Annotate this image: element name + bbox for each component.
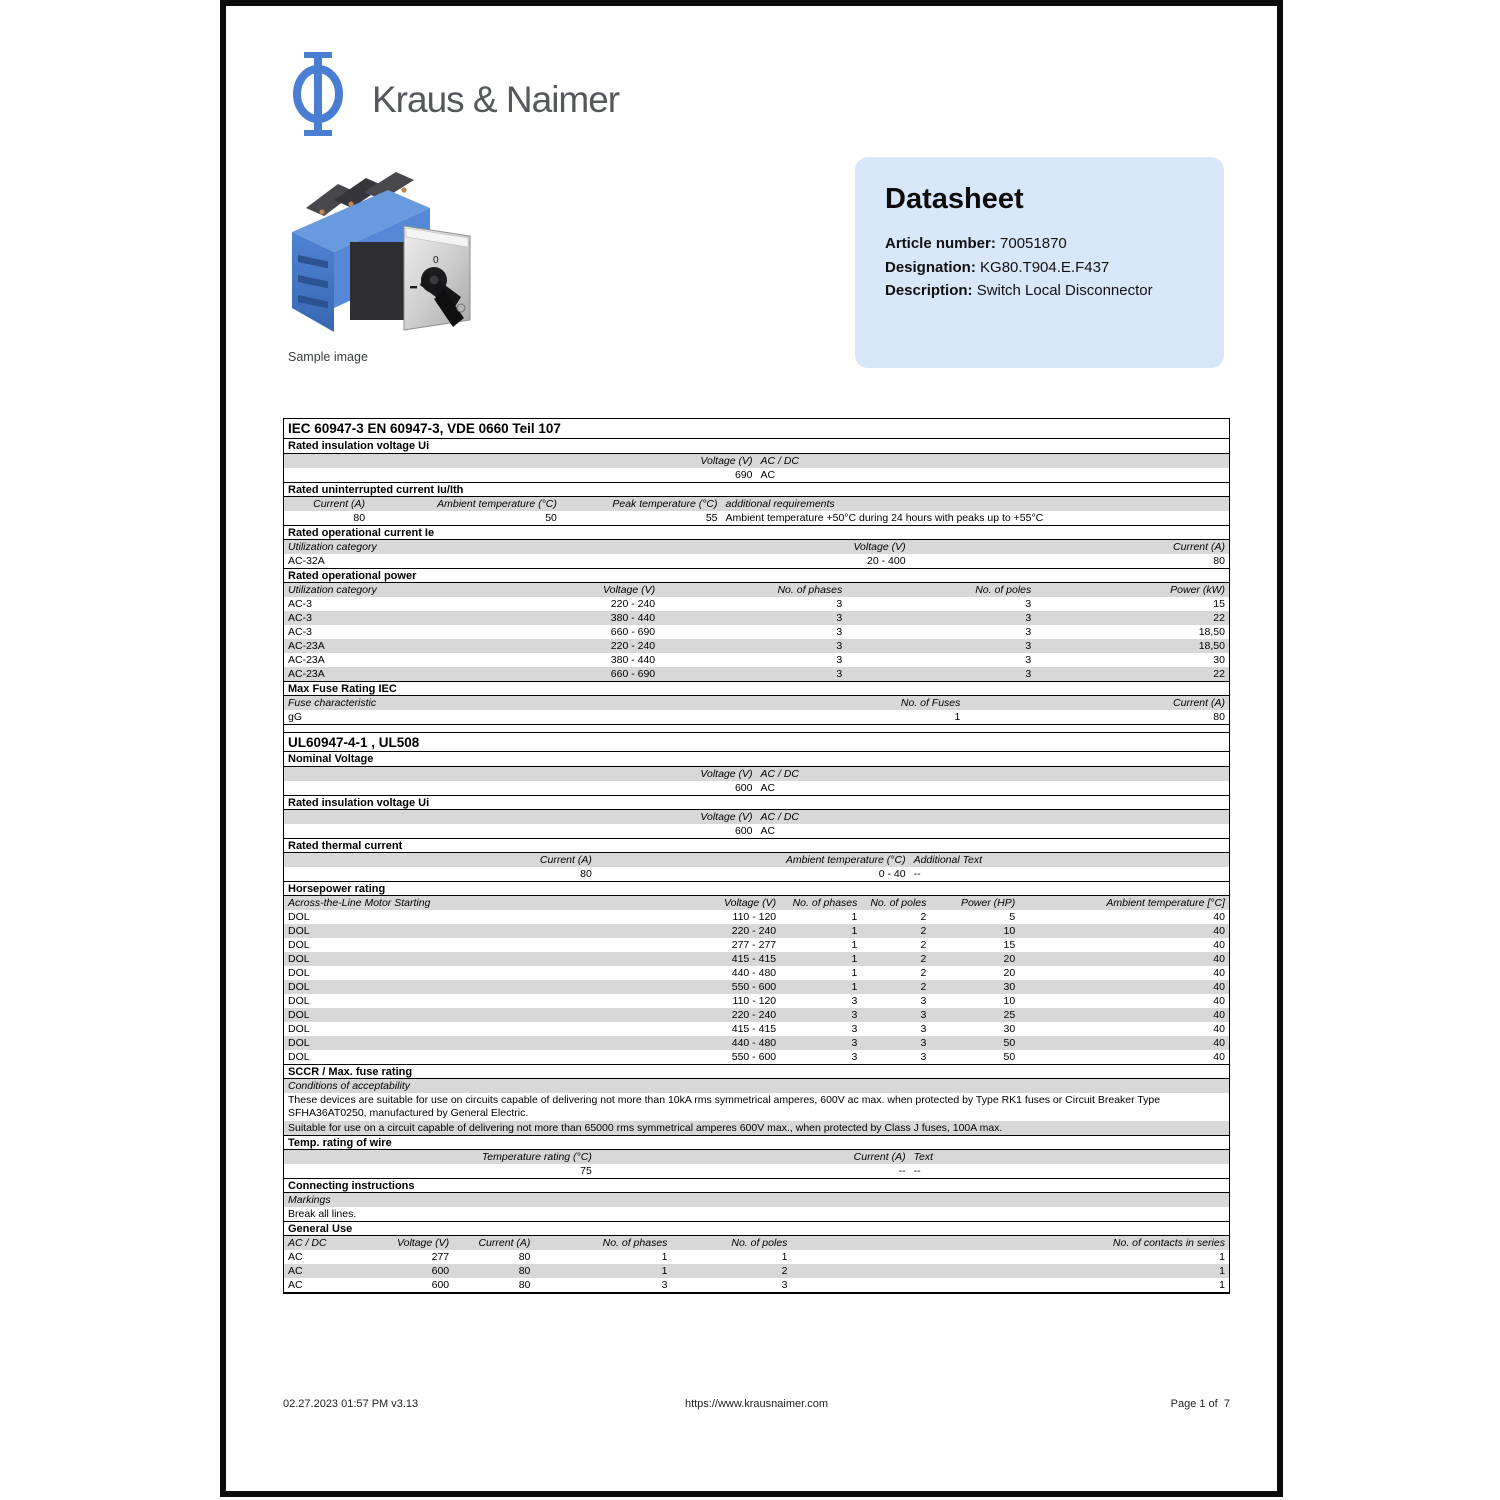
subsection-header: SCCR / Max. fuse rating: [284, 1064, 1229, 1079]
table-row: [284, 667, 1229, 681]
card-fields: [885, 232, 1200, 303]
table-cell: 20 - 400: [867, 555, 906, 567]
table-cell: No. of phases: [602, 1237, 668, 1249]
table-cell: 40: [1213, 1023, 1225, 1035]
table-cell: 3: [1025, 668, 1032, 680]
table-cell: 415 - 415: [731, 1023, 777, 1035]
table-cell: DOL: [288, 939, 310, 951]
section-title: UL60947-4-1 , UL508: [284, 732, 1229, 752]
table-cell: 40: [1213, 939, 1225, 951]
table-cell: Current (A): [478, 1237, 531, 1249]
table-cell: No. of poles: [731, 1237, 788, 1249]
table-row: [284, 824, 1229, 838]
table-row: [284, 1250, 1229, 1264]
table-cell: 3: [836, 654, 843, 666]
table-cell: --: [898, 1165, 906, 1177]
table-cell: 25: [1003, 1009, 1016, 1021]
table-cell: 80: [518, 1279, 531, 1291]
section-divider: [284, 724, 1229, 732]
article-number-line: [885, 232, 1200, 256]
table-row: [284, 1050, 1229, 1064]
table-cell: AC-3: [288, 598, 312, 610]
subsection-header: Nominal Voltage: [284, 752, 1229, 767]
table-cell: 50: [1003, 1051, 1016, 1063]
table-cell: 110 - 120: [732, 995, 777, 1007]
table-cell: 600: [431, 1279, 450, 1291]
card-title: Datasheet: [885, 183, 1024, 215]
table-cell: 3: [920, 995, 927, 1007]
table-row: [284, 781, 1229, 795]
table-cell: AC / DC: [760, 768, 800, 780]
table-cell: 2: [920, 967, 927, 979]
table-row: [284, 966, 1229, 980]
table-cell: 55: [705, 512, 718, 524]
table-cell: Utilization category: [288, 584, 377, 596]
table-cell: additional requirements: [725, 498, 835, 510]
table-row: [284, 910, 1229, 924]
table-cell: Voltage (V): [603, 584, 656, 596]
table-cell: Current (A): [539, 854, 592, 866]
table-row: [284, 625, 1229, 639]
table-cell: 1: [661, 1251, 668, 1263]
table-cell: AC / DC: [760, 811, 800, 823]
table-cell: 600: [734, 782, 753, 794]
table-row: [284, 511, 1229, 525]
table-cell: Ambient temperature (°C): [785, 854, 906, 866]
table-cell: 415 - 415: [731, 953, 777, 965]
table-cell: gG: [288, 711, 303, 723]
table-cell: No. of phases: [792, 897, 858, 909]
table-cell: 440 - 480: [731, 1037, 777, 1049]
table-cell: --: [913, 1165, 921, 1177]
table-row: [284, 597, 1229, 611]
table-cell: 40: [1213, 981, 1225, 993]
table-cell: DOL: [288, 981, 310, 993]
table-cell: 3: [836, 598, 843, 610]
table-cell: DOL: [288, 967, 310, 979]
table-cell: DOL: [288, 953, 310, 965]
article-number-value: 70051870: [1000, 235, 1067, 252]
table-cell: 3: [661, 1279, 668, 1291]
table-cell: 3: [851, 1009, 858, 1021]
table-cell: 40: [1213, 1037, 1225, 1049]
table-cell: 50: [545, 512, 557, 524]
table-row: [284, 1121, 1229, 1135]
subsection-header: Rated uninterrupted current Iu/Ith: [284, 482, 1229, 497]
table-row: [284, 867, 1229, 881]
table-cell: Current (A): [313, 498, 366, 510]
table-cell: 18,50: [1198, 626, 1225, 638]
brand-logo: [292, 52, 619, 136]
table-cell: 40: [1213, 995, 1225, 1007]
table-cell: 2: [920, 939, 927, 951]
table-row: [284, 611, 1229, 625]
column-header-row: [284, 1150, 1229, 1164]
table-cell: 80: [353, 512, 366, 524]
table-cell: Fuse characteristic: [288, 697, 377, 709]
table-cell: 277 - 277: [731, 939, 777, 951]
table-cell: AC: [760, 469, 776, 481]
table-cell: 3: [920, 1037, 927, 1049]
table-cell: Ambient temperature (°C): [437, 498, 557, 510]
table-cell: 3: [920, 1051, 927, 1063]
column-header-row: [284, 540, 1229, 554]
table-cell: 1: [781, 1251, 788, 1263]
designation-line: [885, 256, 1200, 280]
table-cell: 220 - 240: [610, 598, 656, 610]
table-cell: Current (A): [853, 1151, 906, 1163]
table-cell: Voltage (V): [397, 1237, 450, 1249]
table-cell: 15: [1003, 939, 1016, 951]
sample-image-caption: Sample image: [288, 350, 368, 364]
table-cell: 22: [1213, 612, 1225, 624]
subsection-header: Temp. rating of wire: [284, 1135, 1229, 1150]
table-cell: 3: [920, 1009, 927, 1021]
table-cell: 5: [1009, 911, 1016, 923]
column-header-row: [284, 767, 1229, 781]
table-cell: 1: [954, 711, 961, 723]
table-cell: DOL: [288, 925, 310, 937]
subsection-header: Rated insulation voltage Ui: [284, 439, 1229, 454]
table-cell: 10: [1003, 925, 1016, 937]
table-cell: 380 - 440: [610, 612, 656, 624]
description-label: Description:: [885, 282, 973, 299]
table-cell: These devices are suitable for use on circuits capable of delivering not more than 10kA rms symmetrical amperes, 600V ac max. when protected by Type RK1 fuses or Circuit Breaker Type SFHA36AT0250, manufactured by General Electric.: [288, 1094, 1161, 1119]
table-cell: 20: [1003, 967, 1016, 979]
table-cell: 3: [920, 1023, 927, 1035]
table-cell: AC-3: [288, 612, 312, 624]
table-cell: 2: [781, 1265, 788, 1277]
table-cell: AC: [288, 1251, 303, 1263]
datasheet-page: [220, 0, 1283, 1497]
subsection-header: Connecting instructions: [284, 1178, 1229, 1193]
column-header-row: [284, 853, 1229, 867]
table-cell: 30: [1003, 1023, 1016, 1035]
table-cell: 660 - 690: [610, 626, 656, 638]
table-cell: 40: [1213, 967, 1225, 979]
spec-table: [283, 418, 1230, 1294]
table-cell: 660 - 690: [610, 668, 656, 680]
column-header-row: [284, 896, 1229, 910]
table-row: [284, 1278, 1229, 1292]
table-cell: AC-23A: [288, 668, 325, 680]
table-cell: Voltage (V): [700, 768, 753, 780]
table-cell: AC: [760, 825, 776, 837]
table-cell: 3: [836, 626, 843, 638]
table-row: [284, 1008, 1229, 1022]
table-cell: 40: [1213, 925, 1225, 937]
table-cell: 30: [1003, 981, 1016, 993]
table-cell: 1: [851, 925, 858, 937]
table-cell: 2: [920, 981, 927, 993]
table-cell: AC-23A: [288, 654, 325, 666]
table-cell: Temperature rating (°C): [481, 1151, 592, 1163]
table-cell: 3: [781, 1279, 788, 1291]
table-cell: 50: [1003, 1037, 1016, 1049]
table-cell: DOL: [288, 1051, 310, 1063]
table-cell: Current (A): [1173, 697, 1225, 709]
table-cell: DOL: [288, 1037, 310, 1049]
table-cell: Voltage (V): [723, 897, 777, 909]
table-cell: 1: [851, 953, 858, 965]
table-row: [284, 468, 1229, 482]
article-number-label: Article number:: [885, 235, 996, 252]
table-cell: Voltage (V): [700, 811, 753, 823]
table-row: [284, 1093, 1229, 1121]
table-cell: AC: [288, 1265, 303, 1277]
table-cell: No. of contacts in series: [1112, 1237, 1225, 1249]
table-row: [284, 952, 1229, 966]
subsection-header: Horsepower rating: [284, 881, 1229, 896]
table-cell: 0 - 40: [878, 868, 906, 880]
designation-value: KG80.T904.E.F437: [980, 258, 1110, 276]
table-cell: 3: [1025, 626, 1032, 638]
table-row: [284, 554, 1229, 568]
table-cell: 550 - 600: [731, 981, 777, 993]
table-cell: 440 - 480: [731, 967, 777, 979]
subsection-header: General Use: [284, 1221, 1229, 1236]
table-row: [284, 980, 1229, 994]
table-cell: DOL: [288, 995, 310, 1007]
table-cell: DOL: [288, 1023, 310, 1035]
table-cell: 3: [851, 995, 858, 1007]
table-cell: 380 - 440: [610, 654, 656, 666]
subsection-header: Rated thermal current: [284, 838, 1229, 853]
table-cell: AC-23A: [288, 640, 325, 652]
table-cell: Utilization category: [288, 541, 377, 553]
table-cell: Current (A): [1173, 541, 1225, 553]
table-cell: 80: [580, 868, 592, 880]
description-line: [885, 279, 1200, 303]
table-cell: 277: [431, 1251, 450, 1263]
table-row: [284, 1264, 1229, 1278]
table-cell: 3: [1025, 654, 1032, 666]
column-header-row: [284, 454, 1229, 468]
table-cell: Voltage (V): [700, 455, 753, 467]
table-cell: 40: [1213, 1051, 1225, 1063]
datasheet-card: [855, 157, 1224, 368]
page-footer: [283, 1398, 1230, 1410]
table-cell: 1: [851, 939, 858, 951]
table-cell: 20: [1003, 953, 1016, 965]
table-cell: 22: [1213, 668, 1225, 680]
footer-url: https://www.krausnaimer.com: [684, 1398, 829, 1410]
table-cell: AC / DC: [288, 1237, 327, 1249]
table-cell: Break all lines.: [288, 1208, 357, 1220]
table-cell: Suitable for use on a circuit capable of delivering not more than 65000 rms symmetrical amperes 600V max., when protected by Class J fuses, 100A max.: [288, 1122, 1003, 1134]
table-cell: 80: [1213, 711, 1225, 723]
table-cell: Power (HP): [960, 897, 1016, 909]
table-cell: 220 - 240: [610, 640, 656, 652]
table-cell: 40: [1213, 953, 1225, 965]
table-cell: 550 - 600: [731, 1051, 777, 1063]
table-cell: Peak temperature (°C): [612, 498, 718, 510]
table-cell: 220 - 240: [731, 925, 777, 937]
footer-timestamp: 02.27.2023 01:57 PM v3.13: [283, 1398, 419, 1410]
table-cell: Voltage (V): [853, 541, 906, 553]
column-header-row: [284, 1236, 1229, 1250]
subsection-header: Rated operational power: [284, 568, 1229, 583]
table-cell: No. of phases: [777, 584, 843, 596]
table-cell: 3: [836, 668, 843, 680]
table-cell: 3: [836, 640, 843, 652]
table-cell: AC-3: [288, 626, 312, 638]
table-cell: 15: [1213, 598, 1225, 610]
column-header-row: [284, 583, 1229, 597]
table-cell: 1: [851, 911, 858, 923]
designation-label: Designation:: [885, 258, 976, 276]
table-cell: 600: [431, 1265, 450, 1277]
table-cell: 1: [1219, 1279, 1225, 1291]
table-cell: 10: [1003, 995, 1016, 1007]
table-cell: 3: [1025, 612, 1032, 624]
table-cell: 30: [1213, 654, 1225, 666]
table-cell: 80: [518, 1265, 531, 1277]
table-cell: Markings: [288, 1194, 331, 1206]
table-cell: 2: [920, 925, 927, 937]
table-row: [284, 1164, 1229, 1178]
table-cell: 18,50: [1198, 640, 1225, 652]
table-cell: 3: [851, 1051, 858, 1063]
table-cell: 3: [1025, 640, 1032, 652]
table-cell: 220 - 240: [731, 1009, 777, 1021]
table-cell: Text: [913, 1151, 934, 1163]
table-cell: 3: [836, 612, 843, 624]
table-row: [284, 653, 1229, 667]
table-cell: AC / DC: [760, 455, 800, 467]
table-cell: DOL: [288, 1009, 310, 1021]
column-header-row: [284, 497, 1229, 511]
table-row: [284, 1022, 1229, 1036]
table-cell: 80: [518, 1251, 531, 1263]
table-cell: AC: [760, 782, 776, 794]
switch-product-illustration: [284, 168, 482, 346]
table-cell: 1: [1219, 1265, 1225, 1277]
table-cell: 40: [1213, 911, 1225, 923]
table-cell: No. of Fuses: [900, 697, 961, 709]
subsection-header: Rated insulation voltage Ui: [284, 795, 1229, 810]
table-row: [284, 924, 1229, 938]
table-cell: 2: [920, 911, 927, 923]
column-header-row: [284, 1193, 1229, 1207]
table-cell: 40: [1213, 1009, 1225, 1021]
subsection-header: Rated operational current Ie: [284, 525, 1229, 540]
table-cell: No. of poles: [975, 584, 1032, 596]
table-cell: Ambient temperature [°C]: [1106, 897, 1225, 909]
description-value: Switch Local Disconnector: [976, 282, 1153, 299]
table-row: [284, 1036, 1229, 1050]
table-cell: 3: [851, 1023, 858, 1035]
table-cell: 1: [851, 967, 858, 979]
svg-text:0: 0: [433, 255, 439, 266]
table-cell: 75: [580, 1165, 592, 1177]
section-title: IEC 60947-3 EN 60947-3, VDE 0660 Teil 107: [284, 419, 1229, 439]
brand-name: Kraus & Naimer: [372, 79, 620, 120]
table-cell: 600: [734, 825, 753, 837]
column-header-row: [284, 1079, 1229, 1093]
table-row: [284, 710, 1229, 724]
table-cell: Additional Text: [913, 854, 983, 866]
table-cell: DOL: [288, 911, 310, 923]
table-row: [284, 1207, 1229, 1221]
table-cell: 3: [1025, 598, 1032, 610]
table-cell: Across-the-Line Motor Starting: [288, 897, 431, 909]
column-header-row: [284, 810, 1229, 824]
table-row: [284, 994, 1229, 1008]
table-cell: AC-32A: [288, 555, 325, 567]
table-cell: Ambient temperature +50°C during 24 hours with peaks up to +55°C: [725, 512, 1044, 524]
table-cell: Conditions of acceptability: [288, 1080, 410, 1092]
table-cell: 110 - 120: [732, 911, 777, 923]
table-cell: 690: [734, 469, 753, 481]
table-cell: Power (kW): [1170, 584, 1225, 596]
table-cell: 1: [661, 1265, 668, 1277]
subsection-header: Max Fuse Rating IEC: [284, 681, 1229, 696]
footer-page-number: Page 1 of 7: [1170, 1398, 1230, 1410]
table-cell: 80: [1213, 555, 1225, 567]
product-image: [284, 168, 482, 346]
column-header-row: [284, 696, 1229, 710]
table-cell: 2: [920, 953, 927, 965]
table-row: [284, 938, 1229, 952]
phi-logo-icon: [292, 52, 344, 136]
table-cell: No. of poles: [870, 897, 927, 909]
table-cell: 3: [851, 1037, 858, 1049]
table-cell: --: [913, 868, 921, 880]
table-cell: AC: [288, 1279, 303, 1291]
table-row: [284, 639, 1229, 653]
table-cell: 1: [851, 981, 858, 993]
table-cell: 1: [1219, 1251, 1225, 1263]
